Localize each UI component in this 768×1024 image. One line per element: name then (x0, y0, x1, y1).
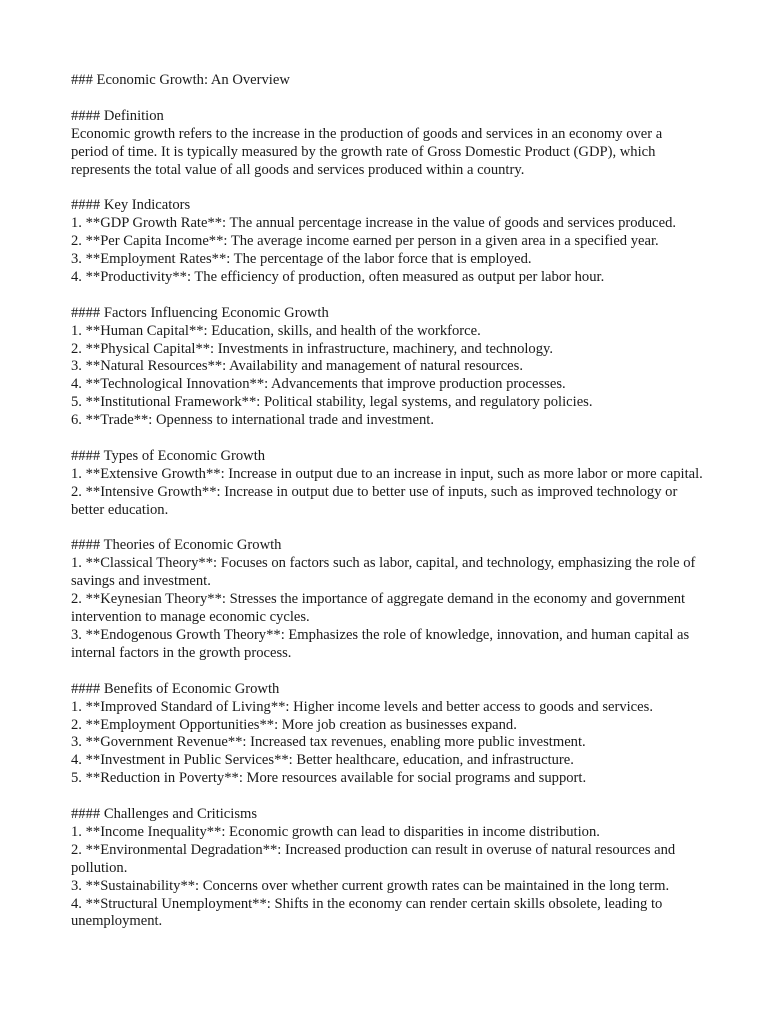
section-heading: #### Benefits of Economic Growth (71, 680, 280, 697)
section-heading: #### Factors Influencing Economic Growth (71, 304, 329, 321)
list-item: 2. **Environmental Degradation**: Increased production can result in overuse of natural resources and pollution. (71, 841, 676, 876)
list-item: 2. **Keynesian Theory**: Stresses the importance of aggregate demand in the economy and government intervention to manage economic cycles. (71, 591, 686, 626)
section-heading: #### Types of Economic Growth (71, 447, 266, 464)
section-definition (71, 108, 703, 180)
list-item: 3. **Natural Resources**: Availability and management of natural resources. (71, 358, 523, 375)
list-item: 1. **Classical Theory**: Focuses on factors such as labor, capital, and technology, emphasizing the role of savings and investment. (71, 555, 696, 590)
list-item: 4. **Investment in Public Services**: Better healthcare, education, and infrastructure. (71, 752, 574, 769)
section-key-indicators (71, 197, 703, 287)
section-benefits (71, 681, 703, 788)
document-title: ### Economic Growth: An Overview (71, 72, 290, 88)
section-heading: #### Theories of Economic Growth (71, 537, 282, 554)
list-item: 3. **Sustainability**: Concerns over whether current growth rates can be maintained in the long term. (71, 877, 670, 894)
list-item: 4. **Structural Unemployment**: Shifts in the economy can render certain skills obsolete, leading to unemployment. (71, 895, 663, 930)
list-item: 1. **Income Inequality**: Economic growth can lead to disparities in income distribution. (71, 823, 600, 840)
list-item: 1. **GDP Growth Rate**: The annual percentage increase in the value of goods and services produced. (71, 215, 677, 232)
list-item: 4. **Technological Innovation**: Advancements that improve production processes. (71, 376, 566, 393)
list-item: 6. **Trade**: Openness to international trade and investment. (71, 412, 435, 429)
list-item: 2. **Per Capita Income**: The average income earned per person in a given area in a specified year. (71, 233, 659, 250)
section-factors (71, 305, 703, 430)
list-item: 4. **Productivity**: The efficiency of production, often measured as output per labor hour. (71, 268, 605, 285)
section-heading: #### Key Indicators (71, 197, 191, 214)
list-item: 2. **Intensive Growth**: Increase in output due to better use of inputs, such as improved technology or better education. (71, 483, 678, 518)
list-item: 3. **Employment Rates**: The percentage of the labor force that is employed. (71, 251, 532, 268)
list-item: 5. **Institutional Framework**: Political stability, legal systems, and regulatory policies. (71, 394, 593, 411)
list-item: 1. **Human Capital**: Education, skills, and health of the workforce. (71, 322, 481, 339)
list-item: 1. **Extensive Growth**: Increase in output due to an increase in input, such as more labor or more capital. (71, 465, 703, 482)
section-challenges (71, 806, 703, 931)
list-item: 3. **Government Revenue**: Increased tax revenues, enabling more public investment. (71, 734, 586, 751)
section-theories (71, 537, 703, 662)
list-item: 1. **Improved Standard of Living**: Higher income levels and better access to goods and services. (71, 698, 653, 715)
list-item: 5. **Reduction in Poverty**: More resources available for social programs and support. (71, 770, 587, 787)
list-item: 2. **Employment Opportunities**: More job creation as businesses expand. (71, 716, 517, 733)
list-item: 2. **Physical Capital**: Investments in infrastructure, machinery, and technology. (71, 340, 554, 357)
section-heading: #### Definition (71, 107, 164, 124)
list-item: 3. **Endogenous Growth Theory**: Emphasizes the role of knowledge, innovation, and human capital as internal factors in the growth process. (71, 627, 690, 661)
paragraph: Economic growth refers to the increase in the production of goods and services in an economy over a period of time. It is typically measured by the growth rate of Gross Domestic Product (GDP), which represents the total value of all goods and services produced within a country. (71, 125, 663, 178)
section-heading: #### Challenges and Criticisms (71, 806, 258, 823)
section-types (71, 448, 703, 520)
document-body (71, 72, 703, 931)
